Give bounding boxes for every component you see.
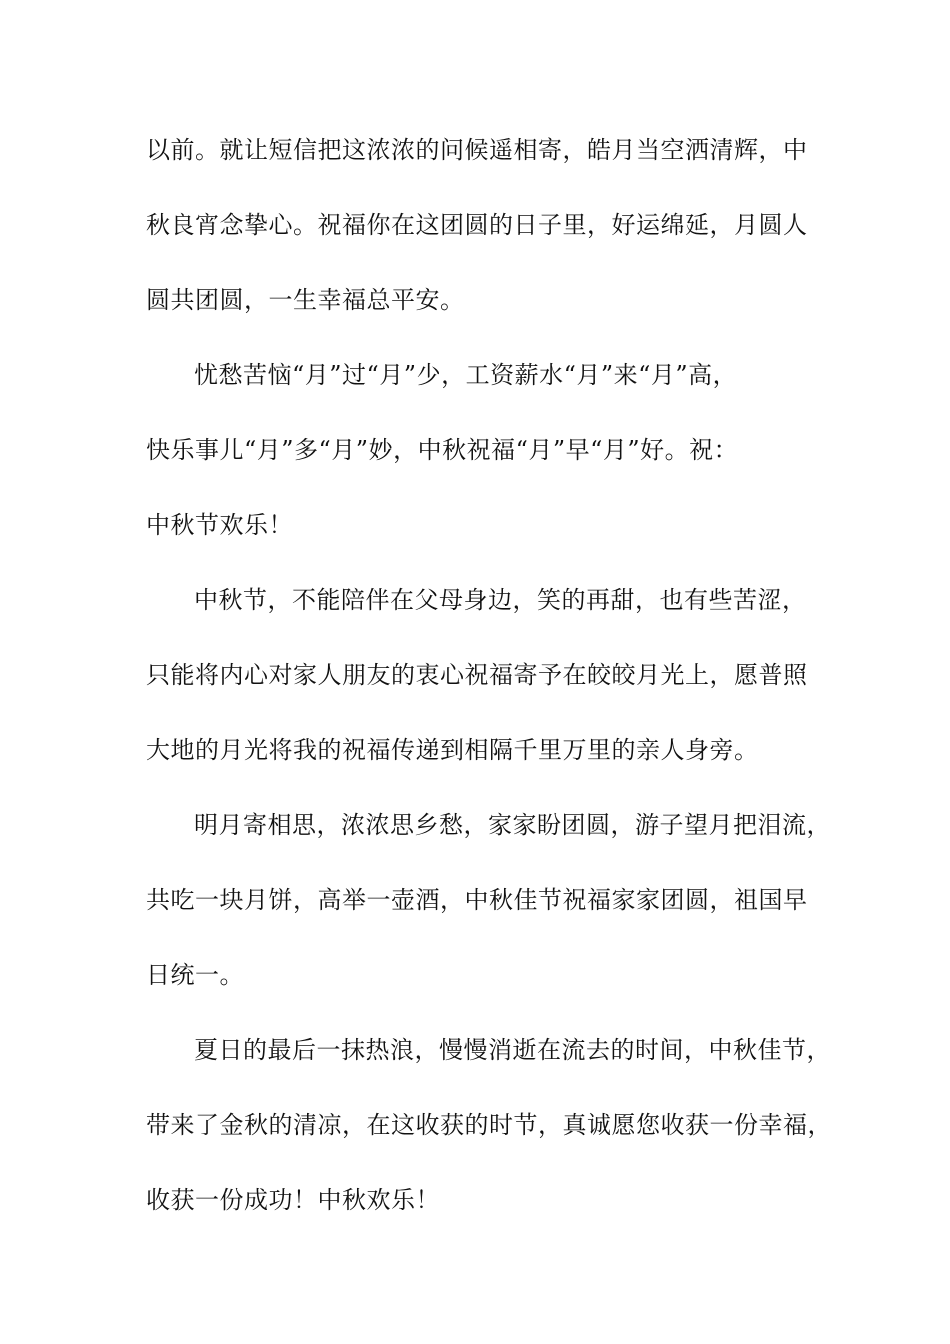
text-line: 圆共团圆，一生幸福总平安。 [146,286,465,314]
text-line: 中秋节欢乐！ [146,511,293,539]
text-line: 夏日的最后一抹热浪，慢慢消逝在流去的时间，中秋佳节， [194,1036,831,1064]
text-line: 收获一份成功！中秋欢乐！ [146,1186,440,1214]
text-line: 中秋节，不能陪伴在父母身边，笑的再甜，也有些苦涩， [194,586,807,614]
text-line: 共吃一块月饼，高举一壶酒，中秋佳节祝福家家团圆，祖国早 [146,886,808,914]
text-line: 以前。就让短信把这浓浓的问候遥相寄，皓月当空洒清辉，中 [146,136,808,164]
text-line: 秋良宵念挚心。祝福你在这团圆的日子里，好运绵延，月圆人 [146,211,808,239]
text-line: 只能将内心对家人朋友的衷心祝福寄予在皎皎月光上，愿普照 [146,661,808,689]
text-line: 明月寄相思，浓浓思乡愁，家家盼团圆，游子望月把泪流， [194,811,831,839]
text-line: 大地的月光将我的祝福传递到相隔千里万里的亲人身旁。 [146,736,759,764]
text-line: 日统一。 [146,961,244,989]
text-line: 快乐事儿“月”多“月”妙，中秋祝福“月”早“月”好。祝： [146,436,739,464]
text-line: 忧愁苦恼“月”过“月”少，工资薪水“月”来“月”高， [194,361,738,389]
text-line: 带来了金秋的清凉，在这收获的时节，真诚愿您收获一份幸福， [146,1111,832,1139]
